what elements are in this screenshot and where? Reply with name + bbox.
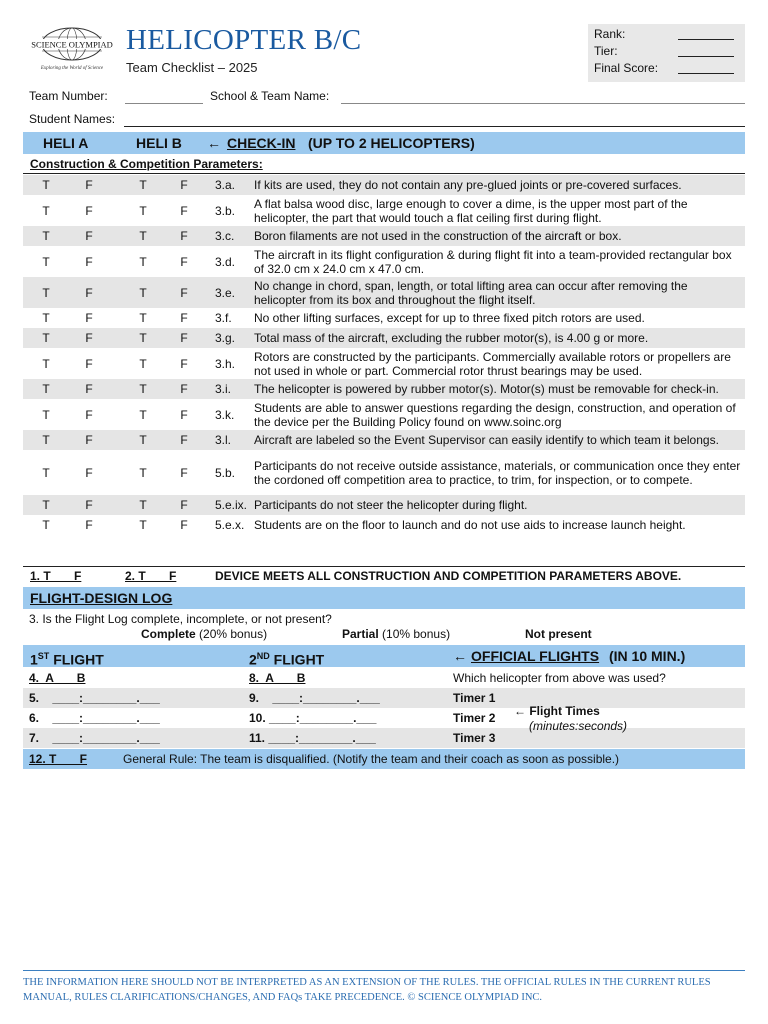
check-row <box>23 495 745 515</box>
team-number-label: Team Number: <box>29 89 108 103</box>
flight-log-question: 3. Is the Flight Log complete, incomplete, or not present? <box>29 612 332 626</box>
score-box <box>588 24 745 82</box>
heli-a-true-option[interactable]: T <box>42 465 50 480</box>
final-score-field[interactable] <box>678 61 734 74</box>
heli-a-false-option[interactable]: F <box>85 254 93 269</box>
footer-disclaimer: THE INFORMATION HERE SHOULD NOT BE INTERPRETED AS AN EXTENSION OF THE RULES. THE OFFICIAL RULES IN THE CURRENT RULES MANUAL, RULES CLARIFICATIONS/CHANGES, AND FAQs TAKE PRECEDENCE. © SCIENCE OLYMPIAD INC. <box>23 977 711 1003</box>
heli-b-false-option[interactable]: F <box>180 407 188 422</box>
rule-text: Total mass of the aircraft, excluding the rubber motor(s), is 4.00 g or more. <box>254 331 649 345</box>
heli-b-false-option[interactable]: F <box>180 178 188 192</box>
heli-b-true-option[interactable]: T <box>139 407 147 422</box>
rule-text: Boron filaments are not used in the construction of the aircraft or box. <box>254 229 622 243</box>
timer1-label: Timer 1 <box>453 691 496 705</box>
rank-label: Rank: <box>594 27 626 41</box>
heli-b-false-option[interactable]: F <box>180 356 188 371</box>
check-row <box>23 399 745 430</box>
partial-option[interactable] <box>342 627 450 641</box>
flight2-timer1-field[interactable]: 9. ____:________.___ <box>249 691 380 705</box>
heli-a-true-option[interactable]: T <box>42 311 50 325</box>
check-row <box>23 308 745 328</box>
rule-text: Rotors are constructed by the participants. Commercially available rotors or propellers are not used in whole or part. Commercial rotor thrust bearings may be used. <box>254 349 731 378</box>
heli-a-false-option[interactable]: F <box>85 229 93 243</box>
heli-b-true-option[interactable]: T <box>139 285 147 300</box>
heli-a-false-option[interactable]: F <box>85 518 93 532</box>
heli-b-true-option[interactable]: T <box>139 254 147 269</box>
second-flight-header: 2ND FLIGHT <box>249 651 325 668</box>
official-flights-rest: (IN 10 MIN.) <box>609 648 686 664</box>
rule-text: No other lifting surfaces, except for up to three fixed pitch rotors are used. <box>254 311 645 325</box>
general-rule-tf[interactable]: 12. T F <box>29 752 88 766</box>
complete-option[interactable] <box>141 627 267 641</box>
globe-logo-icon <box>26 26 118 66</box>
flight1-timer2-field[interactable]: 6. ____:________.___ <box>29 711 160 725</box>
tier-field[interactable] <box>678 44 734 57</box>
heli-b-true-option[interactable]: T <box>139 465 147 480</box>
rule-text: The aircraft in its flight configuration & during flight fit into a team-provided rectangular box of 32.0 cm x 24.0 cm x 47.0 cm. <box>254 247 732 276</box>
heli-a-false-option[interactable]: F <box>85 311 93 325</box>
heli-b-false-option[interactable]: F <box>180 518 188 532</box>
rule-number: 3.i. <box>215 382 232 396</box>
rule-number: 5.b. <box>215 465 236 480</box>
check-row <box>23 450 745 495</box>
heli-b-header: HELI B <box>136 135 182 151</box>
rule-text: The helicopter is powered by rubber motor(s). Motor(s) must be removable for check-in. <box>254 382 719 396</box>
heli-a-false-option[interactable]: F <box>85 407 93 422</box>
not-present-option[interactable]: Not present <box>525 627 592 641</box>
final-score-label: Final Score: <box>594 61 659 75</box>
complete-label: Complete <box>141 627 196 641</box>
heli-a-true-option[interactable]: T <box>42 203 50 218</box>
heli-b-true-option[interactable]: T <box>139 311 147 325</box>
school-name-field[interactable] <box>341 91 745 104</box>
flights-band <box>23 645 745 667</box>
heli-b-false-option[interactable]: F <box>180 331 188 345</box>
team-number-field[interactable] <box>125 91 203 104</box>
device-meets-row <box>23 567 745 586</box>
rule-number: 5.e.ix. <box>215 498 248 512</box>
rule-number: 3.d. <box>215 254 236 269</box>
heli-b-true-option[interactable]: T <box>139 433 147 447</box>
heli-b-true-option[interactable]: T <box>139 518 147 532</box>
checkin-band <box>23 132 745 154</box>
heli-a-true-option[interactable]: T <box>42 518 50 532</box>
timer3-label: Timer 3 <box>453 731 496 745</box>
student-names-field[interactable] <box>124 114 745 127</box>
heli-a-false-option[interactable]: F <box>85 465 93 480</box>
checkin-title-rest: (UP TO 2 HELICOPTERS) <box>308 135 475 151</box>
rule-number: 3.l. <box>215 433 232 447</box>
timer2-label: Timer 2 <box>453 711 496 725</box>
page-title: HELICOPTER B/C <box>126 24 362 56</box>
left-arrow-icon: ← <box>453 648 467 664</box>
flight-row-4 <box>23 668 745 688</box>
which-heli-question: Which helicopter from above was used? <box>453 671 666 685</box>
check-row <box>23 226 745 246</box>
heli-b-false-option[interactable]: F <box>180 254 188 269</box>
rule-number: 3.a. <box>215 178 236 192</box>
rule-number: 3.e. <box>215 285 236 300</box>
heli-b-false-option[interactable]: F <box>180 311 188 325</box>
heli-a-true-option[interactable]: T <box>42 407 50 422</box>
flight-row-7 <box>23 728 745 748</box>
check-row <box>23 328 745 348</box>
heli-a-false-option[interactable]: F <box>85 178 93 192</box>
heli-a-false-option[interactable]: F <box>85 203 93 218</box>
tier-label: Tier: <box>594 44 618 58</box>
heli-a-true-option[interactable]: T <box>42 433 50 447</box>
rule-number: 3.b. <box>215 203 236 218</box>
heli-a-true-option[interactable]: T <box>42 285 50 300</box>
minutes-seconds-label: (minutes:seconds) <box>529 719 628 733</box>
rank-field[interactable] <box>678 27 734 40</box>
heli-b-true-option[interactable]: T <box>139 203 147 218</box>
checkin-title: CHECK-IN <box>227 135 296 151</box>
check-row <box>23 430 745 450</box>
rule-text: Aircraft are labeled so the Event Supervisor can easily identify to which team it belongs. <box>254 433 719 447</box>
student-names-label: Student Names: <box>29 112 116 126</box>
school-name-label: School & Team Name: <box>210 89 330 103</box>
heli-b-true-option[interactable]: T <box>139 178 147 192</box>
flight-times-label: ← Flight Times <box>514 704 600 718</box>
heli-a-false-option[interactable]: F <box>85 285 93 300</box>
flight-log-band <box>23 587 745 609</box>
rule-text: Participants do not steer the helicopter during flight. <box>254 498 528 512</box>
flight2-timer2-field[interactable]: 10. ____:________.___ <box>249 711 377 725</box>
science-olympiad-logo <box>26 26 118 76</box>
device-heli-a-tf[interactable]: 1. T F <box>30 569 82 583</box>
partial-bonus: (10% bonus) <box>378 627 451 641</box>
heli-b-false-option[interactable]: F <box>180 465 188 480</box>
heli-a-true-option[interactable]: T <box>42 498 50 512</box>
rule-text: Participants do not receive outside assistance, materials, or communication once they enter the cordoned off competition area to practice, to trim, for inspection, or to compete. <box>254 458 741 487</box>
check-row <box>23 348 745 379</box>
flight2-heli-select[interactable]: 8. A B <box>249 671 306 685</box>
construction-heading: Construction & Competition Parameters: <box>30 157 263 171</box>
flight1-timer3-field[interactable]: 7. ____:________.___ <box>29 731 160 745</box>
rule-text: A flat balsa wood disc, large enough to cover a dime, is the upper most part of the helicopter, the part that would touch a flat ceiling first during flight. <box>254 196 688 225</box>
first-flight-header: 1ST FLIGHT <box>30 651 104 668</box>
heli-b-false-option[interactable]: F <box>180 285 188 300</box>
heli-b-false-option[interactable]: F <box>180 382 188 396</box>
rule-number: 3.k. <box>215 407 235 422</box>
rule-text: Students are on the floor to launch and do not use aids to increase launch height. <box>254 518 686 532</box>
check-row <box>23 379 745 399</box>
rule-number: 3.c. <box>215 229 235 243</box>
check-row <box>23 175 745 195</box>
rule-number: 3.g. <box>215 331 236 345</box>
logo-tagline: Exploring the World of Science <box>40 66 104 71</box>
heli-b-false-option[interactable]: F <box>180 203 188 218</box>
flight2-timer3-field[interactable]: 11. ____:________.___ <box>249 731 376 745</box>
device-meets-text: DEVICE MEETS ALL CONSTRUCTION AND COMPETITION PARAMETERS ABOVE. <box>215 569 682 583</box>
rule-text: No change in chord, span, length, or total lifting area can occur after removing the helicopter from its box and throughout the flight itself. <box>254 278 688 307</box>
heli-a-true-option[interactable]: T <box>42 178 50 192</box>
flight-row-6 <box>23 708 745 728</box>
heli-b-true-option[interactable]: T <box>139 356 147 371</box>
heli-a-true-option[interactable]: T <box>42 356 50 371</box>
official-flights-title: OFFICIAL FLIGHTS <box>471 648 600 664</box>
rule-number: 5.e.x. <box>215 518 245 532</box>
heli-a-false-option[interactable]: F <box>85 433 93 447</box>
check-row <box>23 195 745 226</box>
heli-a-true-option[interactable]: T <box>42 382 50 396</box>
flight1-heli-select[interactable]: 4. A B <box>29 671 86 685</box>
heli-b-false-option[interactable]: F <box>180 433 188 447</box>
flight-row-5 <box>23 688 745 708</box>
general-rule-text: General Rule: The team is disqualified. (Notify the team and their coach as soon as possible.) <box>123 752 620 766</box>
heli-b-true-option[interactable]: T <box>139 331 147 345</box>
heli-a-true-option[interactable]: T <box>42 229 50 243</box>
heli-a-false-option[interactable]: F <box>85 331 93 345</box>
heli-b-true-option[interactable]: T <box>139 382 147 396</box>
heli-a-false-option[interactable]: F <box>85 498 93 512</box>
left-arrow-icon: ← <box>207 135 221 151</box>
rule-number: 3.h. <box>215 356 236 371</box>
rule-number: 3.f. <box>215 311 232 325</box>
page-subtitle: Team Checklist – 2025 <box>126 60 258 75</box>
rule-text: If kits are used, they do not contain any pre-glued joints or pre-covered surfaces. <box>254 178 682 192</box>
svg-text:SCIENCE OLYMPIAD: SCIENCE OLYMPIAD <box>31 39 113 50</box>
flight1-timer1-field[interactable]: 5. ____:________.___ <box>29 691 160 705</box>
partial-label: Partial <box>342 627 379 641</box>
heli-a-header: HELI A <box>43 135 89 151</box>
heli-b-true-option[interactable]: T <box>139 229 147 243</box>
footer-divider <box>23 970 745 971</box>
check-row <box>23 277 745 308</box>
flight-log-title: FLIGHT-DESIGN LOG <box>30 590 173 606</box>
heli-b-false-option[interactable]: F <box>180 229 188 243</box>
divider <box>23 173 745 174</box>
heli-a-false-option[interactable]: F <box>85 382 93 396</box>
heli-b-false-option[interactable]: F <box>180 498 188 512</box>
heli-a-true-option[interactable]: T <box>42 254 50 269</box>
rule-text: Students are able to answer questions regarding the design, construction, and operation of the device per the Building Policy found on www.soinc.org <box>254 400 736 429</box>
device-heli-b-tf[interactable]: 2. T F <box>125 569 177 583</box>
complete-bonus: (20% bonus) <box>195 627 268 641</box>
check-row <box>23 515 745 535</box>
heli-b-true-option[interactable]: T <box>139 498 147 512</box>
check-row <box>23 246 745 277</box>
general-rule-band <box>23 749 745 769</box>
heli-a-false-option[interactable]: F <box>85 356 93 371</box>
heli-a-true-option[interactable]: T <box>42 331 50 345</box>
